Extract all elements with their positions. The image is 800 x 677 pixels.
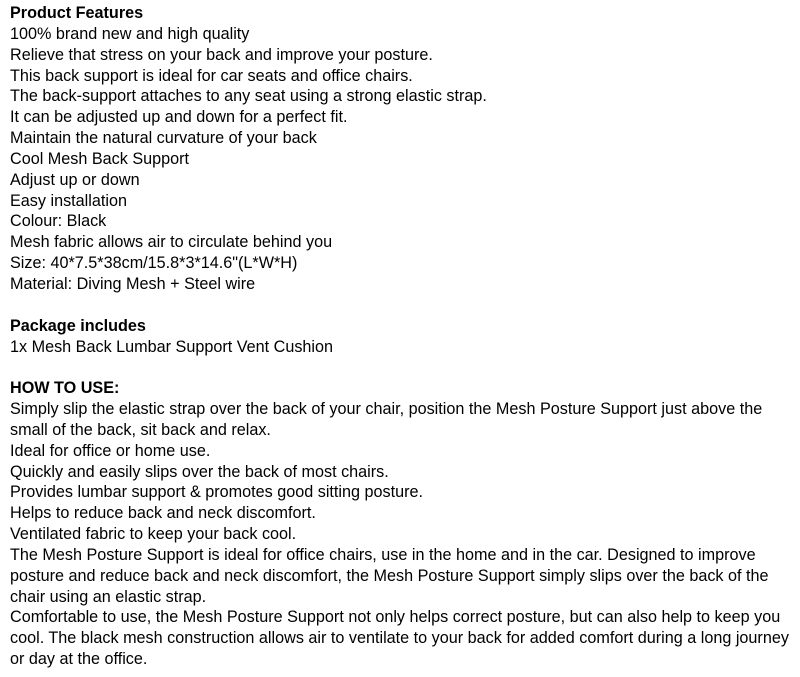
howto-paragraph: The Mesh Posture Support is ideal for office chairs, use in the home and in the car. Designed to improve posture and reduce back and neck discomfort, the Mesh Posture Support simply slips over the back of the chair using an elastic strap. [10, 545, 769, 606]
package-includes-heading: Package includes [10, 316, 146, 335]
package-includes-section [10, 316, 795, 358]
howto-line: Helps to reduce back and neck discomfort. [10, 504, 316, 523]
how-to-use-heading: HOW TO USE: [10, 379, 120, 398]
howto-line: Quickly and easily slips over the back of most chairs. [10, 462, 389, 481]
product-features-heading: Product Features [10, 4, 144, 22]
howto-line: Ideal for office or home use. [10, 441, 211, 460]
product-description-document [10, 3, 795, 670]
howto-paragraph: Comfortable to use, the Mesh Posture Support not only helps correct posture, but can also help to keep you cool. The black mesh construction allows air to ventilate to your back for added comfort during a long journey or day at the office. [10, 608, 789, 669]
howto-line: Provides lumbar support & promotes good sitting posture. [10, 483, 423, 502]
package-item-line: 1x Mesh Back Lumbar Support Vent Cushion [10, 337, 334, 356]
feature-line: 100% brand new and high quality [10, 24, 250, 43]
feature-line: Relieve that stress on your back and improve your posture. [10, 45, 433, 64]
feature-line: The back-support attaches to any seat using a strong elastic strap. [10, 87, 487, 106]
feature-line: Colour: Black [10, 212, 107, 231]
feature-line: Size: 40*7.5*38cm/15.8*3*14.6"(L*W*H) [10, 254, 298, 273]
feature-line: It can be adjusted up and down for a perfect fit. [10, 108, 348, 127]
section-spacer [10, 357, 795, 378]
feature-line: Adjust up or down [10, 170, 140, 189]
how-to-use-section [10, 378, 795, 670]
feature-line: Mesh fabric allows air to circulate behind you [10, 233, 333, 252]
section-spacer [10, 295, 795, 316]
feature-line: Material: Diving Mesh + Steel wire [10, 274, 256, 293]
feature-line: Easy installation [10, 191, 127, 210]
feature-line: This back support is ideal for car seats and office chairs. [10, 66, 413, 85]
howto-line: Ventilated fabric to keep your back cool. [10, 525, 297, 544]
feature-line: Cool Mesh Back Support [10, 149, 190, 168]
howto-paragraph: Simply slip the elastic strap over the back of your chair, position the Mesh Posture Support just above the small of the back, sit back and relax. [10, 400, 763, 439]
feature-line: Maintain the natural curvature of your back [10, 129, 317, 148]
product-features-section [10, 3, 795, 295]
